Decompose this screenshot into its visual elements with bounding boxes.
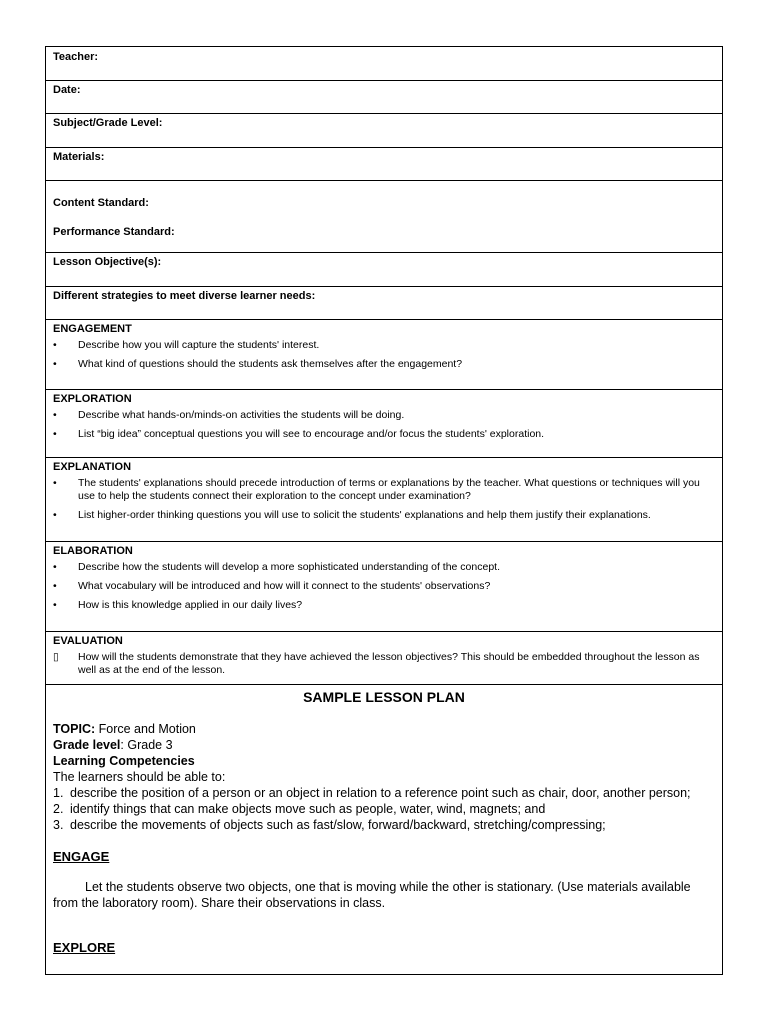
bullet-icon: • <box>53 339 57 351</box>
list-item-text: Describe how you will capture the students' interest. <box>78 339 320 351</box>
bullet-icon: • <box>53 358 57 370</box>
performance-standard-label: Performance Standard: <box>53 226 175 238</box>
topic-value: Force and Motion <box>95 722 196 736</box>
list-item <box>53 477 715 503</box>
competency-number: 2. <box>53 802 64 816</box>
competencies-heading: Learning Competencies <box>53 754 195 768</box>
list-item <box>53 358 715 371</box>
list-item <box>53 409 715 422</box>
list-item <box>53 509 715 522</box>
topic-label: TOPIC: <box>53 722 96 736</box>
engage-heading: ENGAGE <box>53 849 110 864</box>
bullet-icon: • <box>53 409 57 421</box>
list-item <box>53 428 715 441</box>
sample-title: SAMPLE LESSON PLAN <box>303 689 465 705</box>
explore-heading: EXPLORE <box>53 940 116 955</box>
grade-line <box>53 737 173 753</box>
list-item-text: The students' explanations should precede introduction of terms or explanations by the teacher. What questions or techniques will you use to help the students connect their exploration to the concept under examination? <box>78 477 700 502</box>
engagement-section <box>46 320 722 390</box>
list-item-text: How will the students demonstrate that they have achieved the lesson objectives? This should be embedded throughout the lesson as well as at the end of the lesson. <box>78 651 700 676</box>
materials-row <box>46 148 722 181</box>
competency-item <box>53 817 606 833</box>
list-item-text: List “big idea” conceptual questions you will see to encourage and/or focus the students' exploration. <box>78 428 545 440</box>
section-title: EXPLANATION <box>53 461 132 473</box>
grade-label: Grade level <box>53 738 121 752</box>
lesson-objectives-label: Lesson Objective(s): <box>53 256 162 268</box>
standards-row <box>46 181 722 253</box>
bullet-icon: • <box>53 477 57 489</box>
date-label: Date: <box>53 84 81 96</box>
objectives-row <box>46 253 722 287</box>
competency-number: 3. <box>53 818 64 832</box>
list-item-text: Describe how the students will develop a more sophisticated understanding of the concept. <box>78 561 500 573</box>
subject-grade-label: Subject/Grade Level: <box>53 117 163 129</box>
teacher-row <box>46 47 722 81</box>
list-item <box>53 599 715 612</box>
sample-lesson-plan <box>46 685 722 975</box>
bullet-icon: • <box>53 580 57 592</box>
list-item-text: List higher-order thinking questions you will use to solicit the students' explanations and help them justify their explanations. <box>78 509 651 521</box>
competency-text: identify things that can make objects move such as people, water, wind, magnets; and <box>70 802 546 816</box>
exploration-section <box>46 390 722 458</box>
explanation-section <box>46 458 722 542</box>
bullet-icon: • <box>53 561 57 573</box>
learners-intro: The learners should be able to: <box>53 770 226 784</box>
competency-item <box>53 801 545 817</box>
checkbox-icon: ▯ <box>53 651 59 663</box>
elaboration-section <box>46 542 722 632</box>
strategies-label: Different strategies to meet diverse learner needs: <box>53 290 316 302</box>
list-item-text: Describe what hands-on/minds-on activities the students will be doing. <box>78 409 405 421</box>
bullet-icon: • <box>53 509 57 521</box>
list-item <box>53 580 715 593</box>
list-item <box>53 339 715 352</box>
content-standard-label: Content Standard: <box>53 197 149 209</box>
bullet-icon: • <box>53 428 57 440</box>
competency-number: 1. <box>53 786 64 800</box>
subject-row <box>46 114 722 148</box>
strategies-row <box>46 287 722 320</box>
section-title: EVALUATION <box>53 635 123 647</box>
lesson-plan-document <box>45 46 723 975</box>
engage-paragraph: Let the students observe two objects, one that is moving while the other is stationary. (Use materials available from the laboratory room). Share their observations in class. <box>53 880 691 910</box>
date-row <box>46 81 722 114</box>
list-item-text: How is this knowledge applied in our daily lives? <box>78 599 303 611</box>
grade-value: : Grade 3 <box>120 738 173 752</box>
teacher-label: Teacher: <box>53 51 99 63</box>
list-item-text: What kind of questions should the students ask themselves after the engagement? <box>78 358 463 370</box>
section-title: EXPLORATION <box>53 393 132 405</box>
list-item <box>53 651 715 677</box>
competency-text: describe the movements of objects such as fast/slow, forward/backward, stretching/compressing; <box>70 818 606 832</box>
topic-line <box>53 721 196 737</box>
evaluation-section <box>46 632 722 685</box>
competency-text: describe the position of a person or an object in relation to a reference point such as chair, door, another person; <box>70 786 691 800</box>
section-title: ELABORATION <box>53 545 133 557</box>
list-item <box>53 561 715 574</box>
section-title: ENGAGEMENT <box>53 323 132 335</box>
competency-item <box>53 785 691 801</box>
list-item-text: What vocabulary will be introduced and how will it connect to the students' observations? <box>78 580 491 592</box>
bullet-icon: • <box>53 599 57 611</box>
materials-label: Materials: <box>53 151 105 163</box>
